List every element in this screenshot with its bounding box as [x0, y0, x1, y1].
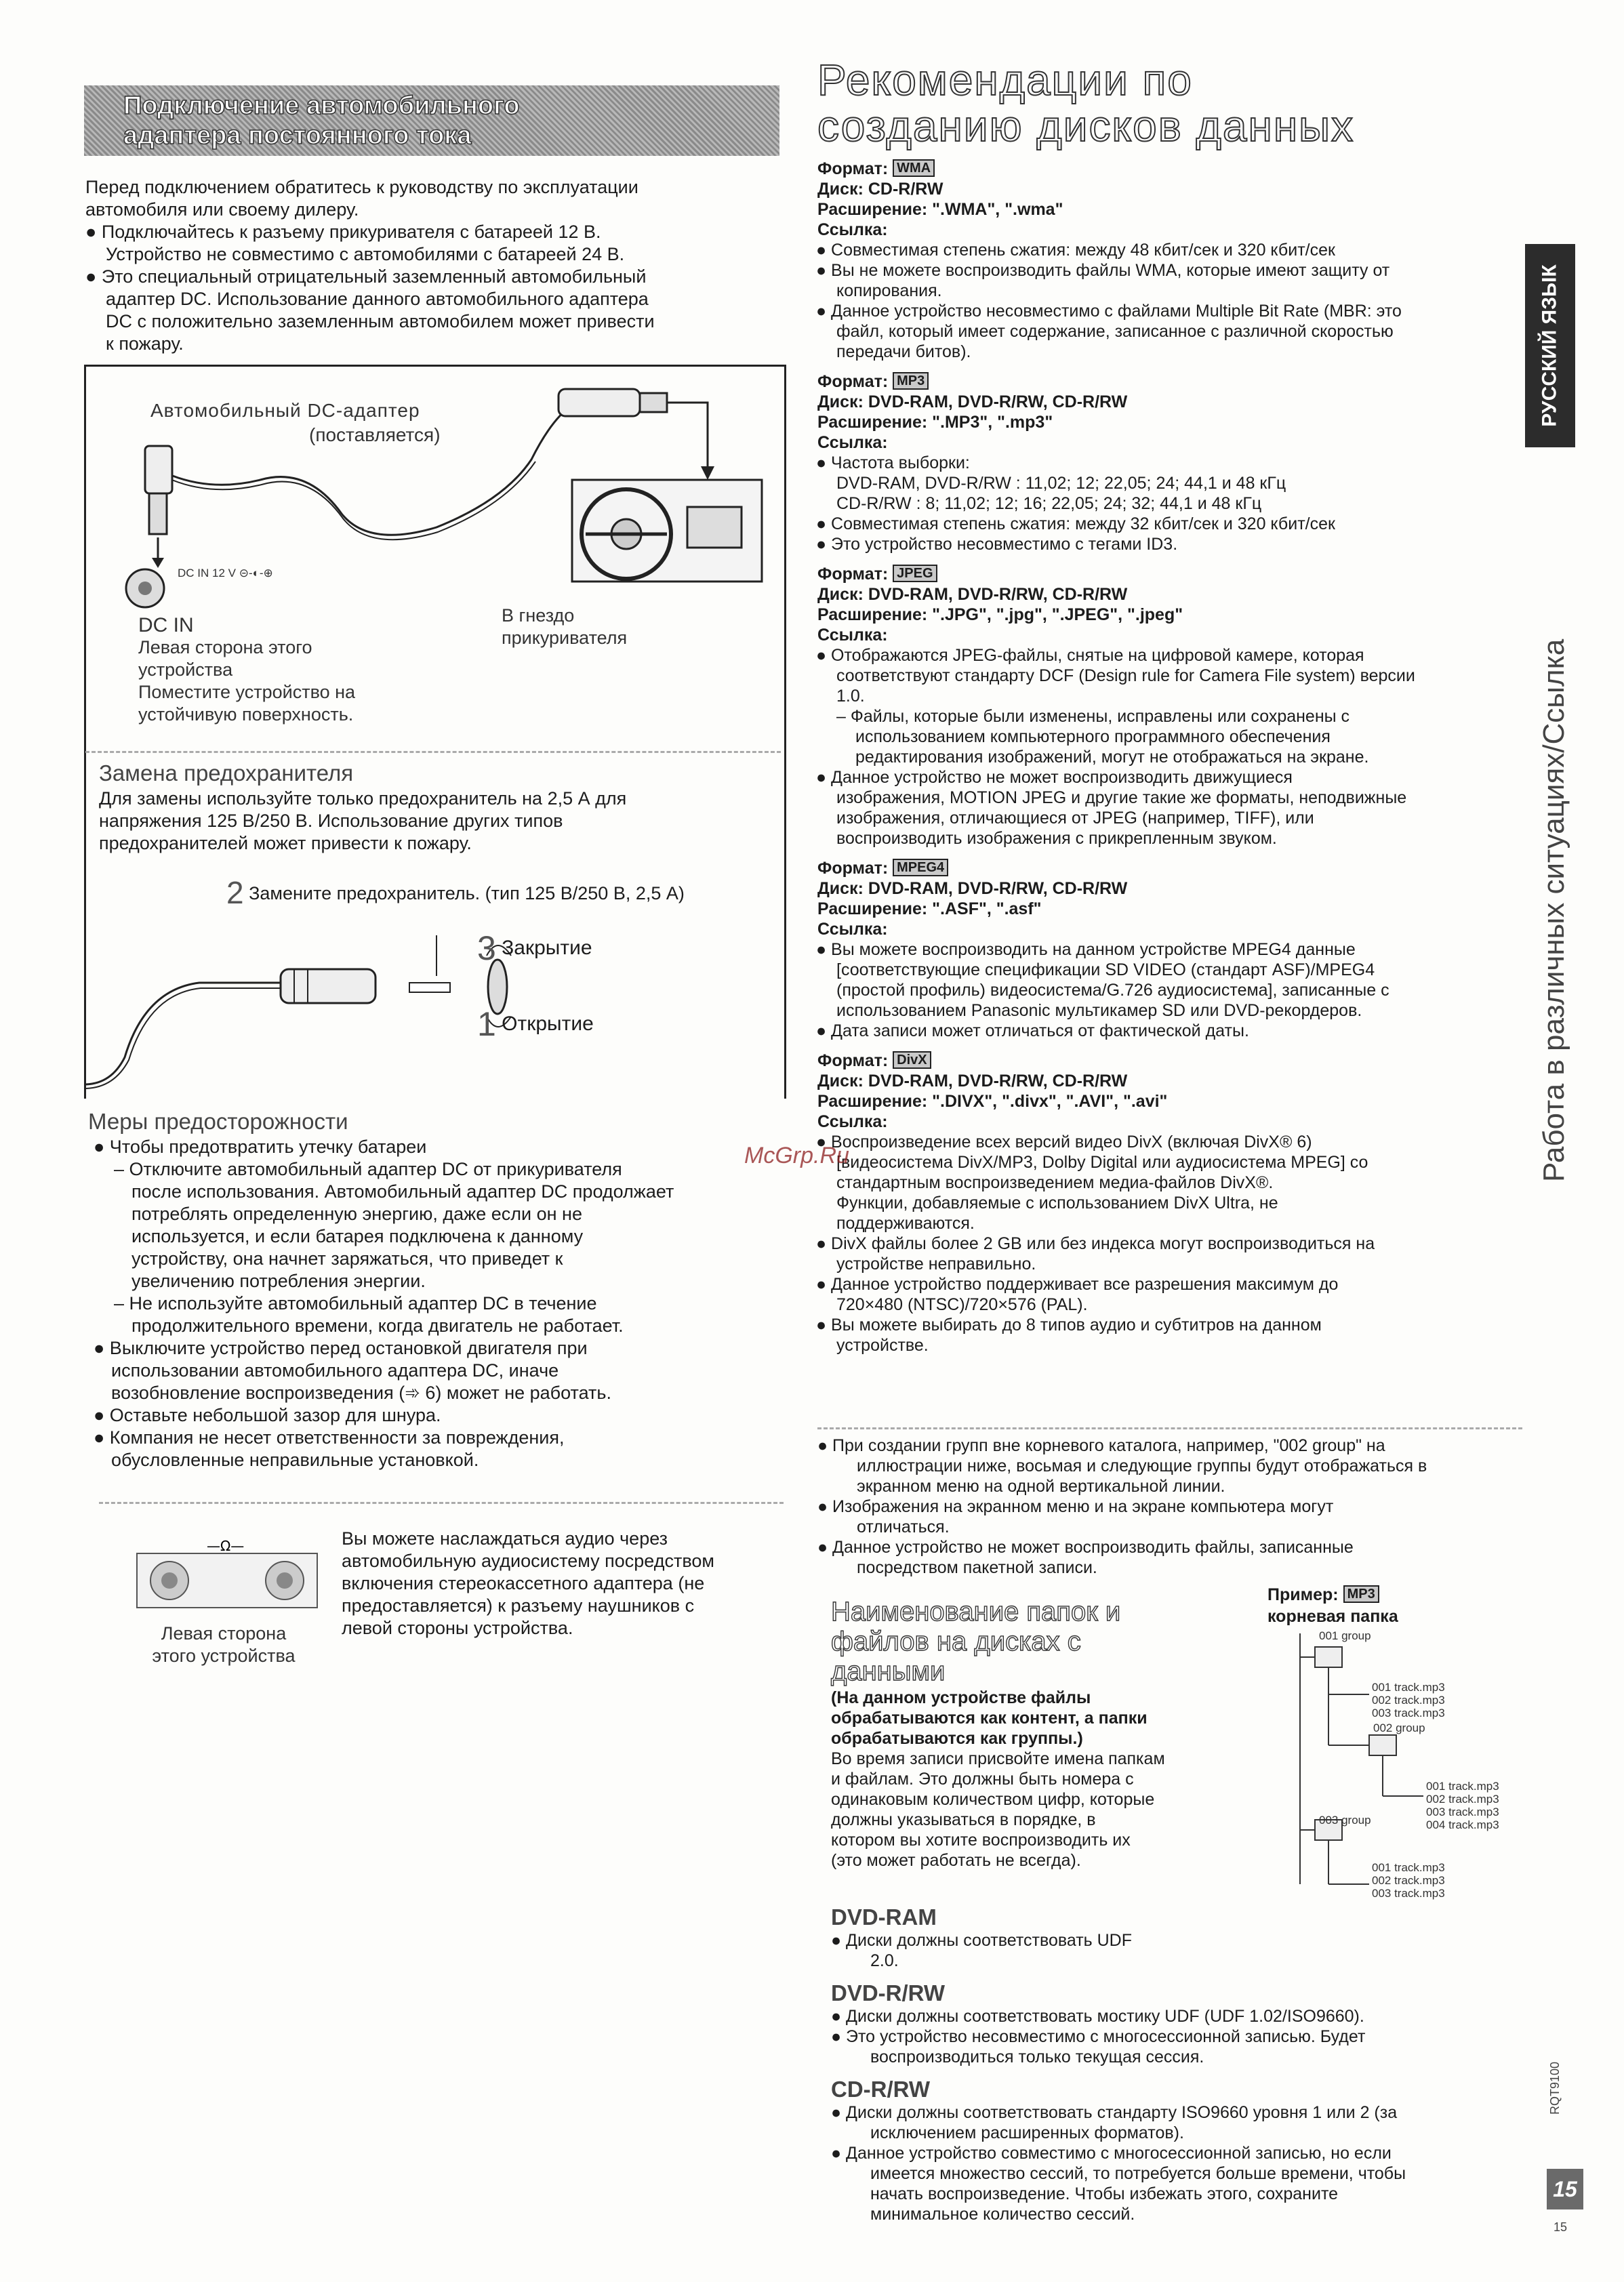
bullet-cont: Устройство не совместимо с автомобилями с батареей 24 В. [106, 244, 625, 264]
format-block [817, 371, 1522, 554]
caution-line: продолжительного времени, когда двигатель не работает. [131, 1316, 624, 1336]
naming-text [831, 1749, 1165, 1871]
bullet-item: ● Совместимая степень сжатия: между 32 кбит/сек и 320 кбит/сек [816, 514, 1335, 533]
format-label: Формат: [817, 1051, 893, 1070]
caution-title: Меры предосторожности [88, 1109, 348, 1134]
format-field: Ссылка: [817, 920, 888, 939]
text-line: воспроизводиться только текущая сессия. [870, 2047, 1204, 2066]
adapter-label: Автомобильный DC-адаптер [150, 400, 420, 421]
caution-line: используется, и если батарея подключена к данному [131, 1226, 584, 1246]
format-field: Расширение: ".DIVX", ".divx", ".AVI", ".avi" [817, 1092, 1168, 1111]
caution-line: устройству, она начнет заряжаться, что приведет к [131, 1248, 563, 1269]
fuse-icon [409, 935, 450, 992]
fuse-line: напряжения 125 В/250 В. Использование других типов [99, 811, 563, 831]
caution-line: обусловленные неправильные установкой. [111, 1450, 479, 1470]
text-line: минимальное количество сессий. [870, 2205, 1135, 2224]
format-field: Ссылка: [817, 220, 888, 239]
dc-in-jack-icon [126, 569, 164, 607]
format-label: Формат: [817, 159, 893, 178]
bullet-item: ● Вы можете выбирать до 8 типов аудио и субтитров на данном [816, 1316, 1322, 1334]
audio-line: автомобильную аудиосистему посредством [342, 1551, 714, 1571]
bullet-item: ● Это специальный отрицательный заземленный автомобильный [85, 266, 647, 287]
socket-line: прикуривателя [502, 628, 628, 648]
bullet-item: ● DivX файлы более 2 GB или без индекса могут воспроизводиться на [816, 1234, 1375, 1253]
format-field: Диск: DVD-RAM, DVD-R/RW, CD-R/RW [817, 1072, 1128, 1091]
dcin-marking: DC IN 12 V ⊝-◐-⊕ [178, 567, 273, 579]
format-label: Формат: [817, 372, 893, 391]
root-folder-label: корневая папка [1267, 1607, 1398, 1626]
headphone-jack-diagram [136, 1539, 319, 1613]
bullet-cont: адаптер DC. Использование данного автомобильного адаптера [106, 289, 649, 309]
tree-file: 001 track.mp3 [1426, 1780, 1499, 1793]
folder-icon [1369, 1735, 1396, 1755]
text-line: 1.0. [836, 687, 865, 706]
tree-file: 003 track.mp3 [1372, 1887, 1445, 1900]
fuse-replacement-diagram [84, 881, 782, 1098]
format-block [817, 858, 1522, 1041]
audio-divider [99, 1502, 784, 1504]
doc-code [1548, 2061, 1568, 2135]
dc-plug-icon [145, 446, 172, 568]
audio-caption [122, 1623, 325, 1667]
caution-line: после использования. Автомобильный адаптер DC продолжает [131, 1181, 674, 1202]
text-line: редактирования изображений, могут не отображаться на экране. [855, 748, 1369, 767]
example-tag: MP3 [1343, 1585, 1379, 1603]
bullet-item: ● Это устройство несовместимо с тегами ID3. [816, 535, 1178, 554]
language-tab [1525, 244, 1575, 447]
watermark: McGrp.Ru [744, 1143, 849, 1168]
title-line: созданию дисков данных [817, 102, 1355, 150]
format-heading [817, 159, 1522, 179]
text-line: отличаться. [857, 1517, 950, 1536]
audio-text [342, 1528, 789, 1639]
bullet-item: ● Данное устройство совместимо с многосессионной записью, но если [831, 2144, 1392, 2163]
format-label: Формат: [817, 565, 893, 584]
text-line: использованием Panasonic мультикамер SD или DVD-рекордеров. [836, 1001, 1362, 1020]
bullet-item: ● Дата записи может отличаться от фактической даты. [816, 1021, 1249, 1040]
text-line: DVD-RAM, DVD-R/RW : 11,02; 12; 22,05; 24; 44,1 и 48 кГц [836, 474, 1286, 493]
text-line: [видеосистема DivX/MP3, Dolby Digital или аудиосистема MPEG] со [836, 1153, 1368, 1172]
car-dashboard-icon [572, 480, 762, 582]
adapter-note: (поставляется) [309, 424, 441, 445]
bullet-item: ● Данное устройство не может воспроизводить файлы, записанные [817, 1538, 1354, 1557]
tree-g2: 002 group [1373, 1721, 1425, 1734]
bullet-cont: к пожару. [106, 333, 184, 354]
cdr-title: CD-R/RW [831, 2077, 931, 2102]
step-number: 2 [226, 875, 244, 910]
fuse-line: Для замены используйте только предохранитель на 2,5 А для [99, 788, 627, 809]
text-line: соответствуют стандарту DCF (Design rule for Camera File system) версии [836, 666, 1415, 685]
tree-file: 001 track.mp3 [1372, 1681, 1445, 1694]
step-label: Замените предохранитель. (тип 125 В/250 В, 2,5 А) [249, 883, 685, 903]
step-number: 3 [477, 929, 496, 967]
bullet-item: ● Изображения на экранном меню и на экране компьютера могут [817, 1497, 1334, 1516]
bullet-item: ● Воспроизведение всех версий видео DivX (включая DivX® 6) [816, 1133, 1312, 1152]
format-block [817, 564, 1522, 849]
naming-line: котором вы хотите воспроизводить их [831, 1831, 1131, 1850]
dcin-desc: Поместите устройство на [138, 682, 356, 702]
page-number: 15 [1554, 2220, 1568, 2234]
folder-icon [1315, 1647, 1342, 1667]
text-line: файл, который имеет содержание, записанное с различной скоростью [836, 322, 1394, 341]
naming-note [831, 1688, 1148, 1749]
text-line: изображения, MOTION JPEG и другие такие же форматы, неподвижные [836, 788, 1407, 807]
text-line: использованием компьютерного программного обеспечения [855, 727, 1331, 746]
text-line: изображения, отличающиеся от JPEG (например, TIFF), или [836, 809, 1314, 828]
text-line: CD-R/RW : 8; 11,02; 12; 16; 22,05; 24; 32; 44,1 и 48 кГц [836, 494, 1262, 513]
dvdram-list [831, 1930, 1522, 1971]
format-tag: MP3 [893, 372, 929, 390]
text-line: экранном меню на одной вертикальной линии. [857, 1477, 1225, 1496]
format-tag: DivX [893, 1051, 931, 1069]
intro-line: Перед подключением обратитесь к руководству по эксплуатации [85, 177, 638, 197]
text-line: [соответствующие спецификации SD VIDEO (стандарт ASF)/MPEG4 [836, 960, 1375, 979]
audio-line: левой стороны устройства. [342, 1618, 573, 1638]
section-title-vertical [1522, 638, 1582, 1212]
naming-note-line: обрабатываются как группы.) [831, 1729, 1083, 1748]
fuse-title: Замена предохранителя [99, 760, 354, 786]
format-field: Диск: CD-R/RW [817, 180, 943, 199]
step-label: Закрытие [502, 937, 592, 959]
text-line: Функции, добавляемые с использованием DivX Ultra, не [836, 1194, 1278, 1213]
format-field: Расширение: ".JPG", ".jpg", ".JPEG", ".jpeg" [817, 605, 1183, 624]
format-block [817, 1051, 1522, 1356]
format-field: Диск: DVD-RAM, DVD-R/RW, CD-R/RW [817, 879, 1128, 898]
naming-line: одинаковым количеством цифр, которые [831, 1790, 1155, 1809]
bullet-item: ● Вы не можете воспроизводить файлы WMA, которые имеют защиту от [816, 261, 1390, 280]
naming-note-line: обрабатываются как контент, а папки [831, 1709, 1148, 1728]
fuse-step-1 [477, 1004, 594, 1044]
sub-item: – Файлы, которые были изменены, исправлены или сохранены с [836, 707, 1350, 726]
naming-title-line: данными [831, 1656, 946, 1686]
bullet-item: ● Вы можете воспроизводить на данном устройстве MPEG4 данные [816, 940, 1356, 959]
format-tag: WMA [893, 159, 935, 177]
audio-line: Вы можете наслаждаться аудио через [342, 1528, 668, 1549]
format-field: Ссылка: [817, 433, 888, 452]
text-line: воспроизводить изображения с прикрепленным звуком. [836, 829, 1277, 848]
text-line: посредством пакетной записи. [857, 1558, 1097, 1577]
text-line: иллюстрации ниже, восьмая и следующие группы будут отображаться в [857, 1456, 1427, 1475]
dvdr-title: DVD-R/RW [831, 1980, 946, 2005]
fuse-plug-icon [281, 969, 375, 1003]
format-field: Диск: DVD-RAM, DVD-R/RW, CD-R/RW [817, 392, 1128, 411]
tree-g1-files [1372, 1681, 1445, 1719]
format-label: Формат: [817, 859, 893, 878]
text-line: 2.0. [870, 1951, 899, 1970]
tree-g3: 003 group [1319, 1814, 1371, 1827]
section-title-text: Работа в различных ситуациях/Ссылка [1537, 638, 1570, 1182]
caution-line: потреблять определенную энергию, даже если он не [131, 1204, 582, 1224]
bullet-item: ● Диски должны соответствовать мостику UDF (UDF 1.02/ISO9660). [831, 2007, 1364, 2026]
fuse-step-2 [226, 874, 685, 911]
naming-title [831, 1597, 1120, 1686]
naming-title-line: Наименование папок и [831, 1597, 1121, 1627]
caution-line: возобновление воспроизведения (➾ 6) может не работать. [111, 1383, 611, 1403]
format-block [817, 159, 1522, 362]
naming-note-line: (На данном устройстве файлы [831, 1688, 1091, 1707]
tree-file: 002 track.mp3 [1426, 1793, 1499, 1806]
text-line: исключением расширенных форматов). [870, 2123, 1184, 2142]
cdr-list [831, 2102, 1522, 2224]
format-heading [817, 371, 1522, 392]
bullet-item: ● Диски должны соответствовать UDF [831, 1931, 1133, 1950]
svg-text:—Ω—: —Ω— [207, 1539, 245, 1554]
dcin-desc: устройства [138, 659, 233, 680]
title-line: Рекомендации по [817, 56, 1193, 104]
groups-notes [817, 1435, 1522, 1578]
caution-line: использовании автомобильного адаптера DC, иначе [111, 1360, 559, 1381]
groups-divider [817, 1427, 1522, 1429]
tree-file: 003 track.mp3 [1426, 1806, 1499, 1818]
bullet-item: ● Отображаются JPEG-файлы, снятые на цифровой камере, которая [816, 646, 1364, 665]
page-title [817, 57, 1354, 149]
dvdr-list [831, 2006, 1522, 2067]
caution-item: ● Оставьте небольшой зазор для шнура. [94, 1405, 441, 1425]
fuse-step-3 [477, 929, 592, 968]
format-field: Расширение: ".ASF", ".asf" [817, 899, 1042, 918]
bullet-item: ● Это устройство несовместимо с многосессионной записью. Будет [831, 2027, 1366, 2046]
caution-list [94, 1136, 785, 1471]
tree-g2-files [1426, 1780, 1499, 1831]
intro-line: автомобиля или своему дилеру. [85, 199, 359, 220]
naming-line: (это может работать не всегда). [831, 1851, 1081, 1870]
text-line: 720×480 (NTSC)/720×576 (PAL). [836, 1295, 1088, 1314]
tree-file: 002 track.mp3 [1372, 1874, 1445, 1887]
tree-g1: 001 group [1319, 1629, 1371, 1642]
naming-title-line: файлов на дисках с [831, 1627, 1081, 1656]
tree-file: 004 track.mp3 [1426, 1818, 1499, 1831]
dc-adapter-title-2: адаптера постоянного тока [123, 121, 472, 150]
bullet-item: ● При создании групп вне корневого каталога, например, "002 group" на [817, 1436, 1385, 1455]
fuse-line: предохранителей может привести к пожару. [99, 833, 472, 853]
naming-line: и файлам. Это должны быть номера с [831, 1770, 1134, 1789]
tree-file: 003 track.mp3 [1372, 1707, 1445, 1719]
example-text: Пример: [1267, 1585, 1339, 1604]
step-number: 1 [477, 1005, 496, 1043]
caution-subitem: – Отключите автомобильный адаптер DC от прикуривателя [114, 1159, 622, 1179]
text-line: устройстве неправильно. [836, 1255, 1036, 1274]
text-line: имеется множество сессий, то потребуется больше времени, чтобы [870, 2164, 1406, 2183]
caution-item: ● Компания не несет ответственности за повреждения, [94, 1427, 565, 1448]
dc-adapter-title-1: Подключение автомобильного [123, 91, 520, 120]
dvdram-title: DVD-RAM [831, 1904, 937, 1930]
naming-line: Во время записи присвойте имена папкам [831, 1749, 1165, 1768]
step-label: Открытие [502, 1013, 594, 1035]
tree-file: 002 track.mp3 [1372, 1694, 1445, 1707]
tree-file: 001 track.mp3 [1372, 1861, 1445, 1874]
bullet-item: ● Данное устройство поддерживает все разрешения максимум до [816, 1275, 1339, 1294]
socket-label [502, 605, 627, 649]
bullet-item: ● Частота выборки: [816, 453, 970, 472]
page-tab: 15 [1547, 2169, 1583, 2209]
cigarette-plug-icon [559, 389, 714, 480]
bullet-item: ● Подключайтесь к разъему прикуривателя с батареей 12 В. [85, 222, 601, 242]
fuse-divider [85, 751, 781, 753]
text-line: передачи битов). [836, 342, 971, 361]
caution-subitem: – Не используйте автомобильный адаптер DC в течение [114, 1293, 597, 1313]
bullet-item: ● Данное устройство несовместимо с файлами Multiple Bit Rate (MBR: это [816, 302, 1402, 321]
dcin-block [138, 614, 355, 726]
format-tag: MPEG4 [893, 859, 948, 876]
text-line: (простой профиль) видеосистема/G.726 аудиосистема], записанные с [836, 981, 1389, 1000]
dcin-desc: Левая сторона этого [138, 637, 312, 657]
format-heading [817, 858, 1522, 878]
text-line: начать воспроизведение. Чтобы избежать этого, сохраните [870, 2184, 1339, 2203]
doc-code-text: RQT9100 [1548, 2061, 1562, 2115]
language-tab-label: РУССКИЙ ЯЗЫК [1539, 264, 1562, 427]
caption-line: Левая сторона [161, 1623, 287, 1644]
example-label [1267, 1585, 1379, 1605]
caution-line: увеличению потребления энергии. [131, 1271, 426, 1291]
bullet-cont: DC с положительно заземленным автомобилем может привести [106, 311, 655, 331]
format-field: Ссылка: [817, 626, 888, 645]
format-heading [817, 1051, 1522, 1071]
format-field: Расширение: ".WMA", ".wma" [817, 200, 1063, 219]
caption-line: этого устройства [152, 1646, 296, 1666]
audio-line: включения стереокассетного адаптера (не [342, 1573, 705, 1593]
format-heading [817, 564, 1522, 584]
fuse-text [99, 788, 626, 855]
text-line: устройстве. [836, 1336, 929, 1355]
text-line: поддерживаются. [836, 1214, 975, 1233]
text-line: копирования. [836, 281, 942, 300]
format-field: Расширение: ".MP3", ".mp3" [817, 413, 1053, 432]
bullet-item: ● Диски должны соответствовать стандарту ISO9660 уровня 1 или 2 (за [831, 2103, 1398, 2122]
text-line: стандартным воспроизведением медиа-файлов DivX®. [836, 1173, 1274, 1192]
formats-list [817, 159, 1522, 1365]
format-field: Ссылка: [817, 1112, 888, 1131]
dcin-label: DC IN [138, 614, 194, 636]
audio-line: предоставляется) к разъему наушников с [342, 1595, 695, 1616]
dc-adapter-banner [84, 85, 779, 156]
format-tag: JPEG [893, 565, 937, 582]
caution-item: ● Чтобы предотвратить утечку батареи [94, 1137, 427, 1157]
tree-g3-files [1372, 1861, 1445, 1900]
dc-intro [85, 176, 784, 355]
caution-item: ● Выключите устройство перед остановкой двигателя при [94, 1338, 588, 1358]
socket-line: В гнездо [502, 605, 575, 626]
dcin-desc: устойчивую поверхность. [138, 704, 354, 725]
naming-line: должны указываться в порядке, в [831, 1810, 1096, 1829]
bullet-item: ● Данное устройство не может воспроизводить движущиеся [816, 768, 1293, 787]
format-field: Диск: DVD-RAM, DVD-R/RW, CD-R/RW [817, 585, 1128, 604]
bullet-item: ● Совместимая степень сжатия: между 48 кбит/сек и 320 кбит/сек [816, 241, 1335, 260]
